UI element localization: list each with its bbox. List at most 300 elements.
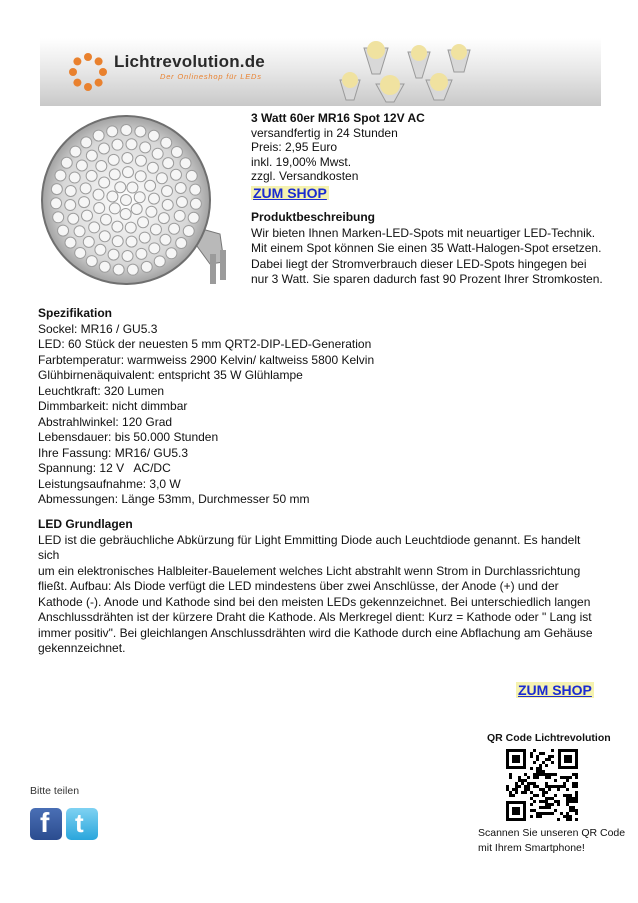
qr-module — [530, 809, 533, 812]
qr-caption — [478, 826, 625, 855]
led-dot — [150, 224, 161, 235]
qr-module — [524, 773, 527, 776]
led-dot — [136, 248, 147, 259]
led-dot — [171, 146, 182, 157]
led-dot — [162, 186, 173, 197]
led-dot — [121, 195, 132, 206]
led-dot — [175, 183, 186, 194]
qr-module — [575, 797, 578, 800]
description-line: nur 3 Watt. Sie sparen dadurch fast 90 Prozent Ihrer Stromkosten. — [251, 272, 603, 286]
led-dot — [51, 184, 62, 195]
twitter-glyph: t — [75, 808, 84, 838]
basics-line: immer positiv". Bei gleichlangen Anschlussdrähten wird die Kathode durch eine Abflachung am Gehäuse — [38, 625, 593, 640]
qr-module — [557, 818, 560, 821]
led-dot — [141, 261, 152, 272]
qr-caption-line: mit Ihrem Smartphone! — [478, 841, 585, 854]
led-dot — [127, 264, 138, 275]
tax-info: inkl. 19,00% Mwst. — [251, 154, 352, 169]
led-dot — [121, 125, 132, 136]
qr-module — [572, 785, 575, 788]
qr-module — [506, 788, 509, 791]
led-dot — [135, 126, 146, 137]
led-dot — [109, 203, 120, 214]
qr-module — [575, 794, 578, 797]
qr-module — [533, 761, 536, 764]
qr-module — [533, 782, 536, 785]
qr-module — [536, 812, 539, 815]
qr-module — [509, 773, 512, 776]
qr-module — [545, 800, 548, 803]
qr-label: QR Code Lichtrevolution — [487, 732, 611, 744]
led-dot — [74, 226, 85, 237]
qr-module — [563, 776, 566, 779]
led-dot — [53, 212, 64, 223]
qr-module — [533, 773, 536, 776]
qr-module — [545, 764, 548, 767]
qr-module — [548, 758, 551, 761]
led-dot — [138, 217, 149, 228]
qr-module — [545, 812, 548, 815]
qr-module — [566, 776, 569, 779]
qr-module — [542, 800, 545, 803]
basics-line: gekennzeichnet. — [38, 641, 126, 655]
qr-module — [563, 785, 566, 788]
qr-module — [575, 818, 578, 821]
led-dot — [75, 247, 86, 258]
qr-module — [554, 800, 557, 803]
qr-module — [527, 785, 530, 788]
qr-module — [557, 785, 560, 788]
qr-module — [572, 773, 575, 776]
led-dot — [51, 198, 62, 209]
qr-module — [569, 815, 572, 818]
qr-module — [548, 788, 551, 791]
led-dot — [93, 189, 104, 200]
qr-module — [539, 764, 542, 767]
qr-module — [509, 794, 512, 797]
qr-module — [566, 803, 569, 806]
led-dot — [160, 234, 171, 245]
qr-module — [548, 806, 551, 809]
qr-module — [530, 755, 533, 758]
led-dot — [94, 203, 105, 214]
led-dot — [79, 197, 90, 208]
qr-module — [557, 788, 560, 791]
basics-line: Kathode (-). Anode und Kathode sind bei den meisten LEDs gekennzeichnet. Bei unterschiedlich langen — [38, 594, 591, 609]
qr-module — [536, 755, 539, 758]
led-dot — [108, 154, 119, 165]
qr-module — [524, 788, 527, 791]
spec-line: Sockel: MR16 / GU5.3 — [38, 321, 158, 336]
qr-module — [560, 776, 563, 779]
qr-module — [536, 758, 539, 761]
qr-module — [563, 782, 566, 785]
qr-module — [563, 794, 566, 797]
shipping-cost: zzgl. Versandkosten — [251, 169, 359, 183]
led-dot — [170, 169, 181, 180]
spec-line: Dimmbarkeit: nicht dimmbar — [38, 399, 188, 413]
facebook-icon[interactable] — [30, 808, 62, 840]
qr-module — [551, 797, 554, 800]
led-dot — [152, 148, 163, 159]
banner-bulbs-image — [330, 40, 480, 104]
led-dot — [156, 173, 167, 184]
shop-link-footer[interactable]: ZUM SHOP — [518, 682, 592, 698]
spec-line: Ihre Fassung: MR16/ GU5.3 — [38, 445, 189, 460]
led-dot — [76, 160, 87, 171]
qr-module — [530, 767, 533, 770]
qr-module — [575, 776, 578, 779]
led-dot — [109, 169, 120, 180]
led-dot — [112, 139, 123, 150]
qr-module — [575, 782, 578, 785]
led-dot — [69, 172, 80, 183]
qr-module — [542, 788, 545, 791]
qr-module — [515, 791, 518, 794]
qr-caption-line: Scannen Sie unseren QR Code — [478, 827, 626, 839]
spec-line: Leuchtkraft: 320 Lumen — [38, 383, 165, 398]
led-dot — [96, 161, 107, 172]
led-dot — [131, 204, 142, 215]
led-dot — [107, 126, 118, 137]
qr-module — [575, 791, 578, 794]
qr-module — [539, 770, 542, 773]
led-dot — [61, 157, 72, 168]
qr-module — [524, 779, 527, 782]
product-title: 3 Watt 60er MR16 Spot 12V AC — [251, 111, 425, 125]
qr-module — [530, 797, 533, 800]
led-dot — [93, 130, 104, 141]
qr-module — [542, 773, 545, 776]
qr-module — [506, 785, 509, 788]
qr-module — [560, 785, 563, 788]
led-dot — [163, 158, 174, 169]
qr-module — [530, 815, 533, 818]
led-dot — [99, 261, 110, 272]
led-dot — [81, 210, 92, 221]
description-line: Mit einem Spot können Sie einen 35 Watt-Halogen-Spot ersetzen. — [251, 241, 602, 255]
led-dot — [99, 177, 110, 188]
qr-module — [539, 752, 542, 755]
qr-module — [566, 788, 569, 791]
led-dot — [70, 146, 81, 157]
qr-module — [545, 791, 548, 794]
led-dot — [186, 170, 197, 181]
qr-module — [542, 812, 545, 815]
led-dot — [112, 236, 123, 247]
spec-line: Lebensdauer: bis 50.000 Stunden — [38, 430, 219, 444]
qr-module — [545, 782, 548, 785]
qr-module — [548, 776, 551, 779]
led-dot — [139, 232, 150, 243]
led-dot — [135, 155, 146, 166]
qr-module — [566, 779, 569, 782]
share-label: Bitte teilen — [30, 785, 80, 797]
qr-module — [566, 812, 569, 815]
qr-module — [566, 818, 569, 821]
qr-module — [575, 812, 578, 815]
led-dot — [154, 256, 165, 267]
description-line: Dabei liegt der Stromverbrauch dieser LED-Spots hingegen bei — [251, 256, 587, 271]
qr-module — [536, 785, 539, 788]
qr-module — [515, 785, 518, 788]
led-dot — [169, 223, 180, 234]
led-dot — [176, 196, 187, 207]
led-basics — [38, 517, 603, 657]
qr-module — [533, 809, 536, 812]
led-dot — [125, 222, 136, 233]
qr-module — [575, 800, 578, 803]
qr-module — [530, 752, 533, 755]
spec-line: Glühbirnenäquivalent: entspricht 35 W Glühlampe — [38, 368, 303, 382]
basics-line: Anschlussdrähten ist der kürzere Draht die Kathode. Als Merkregel dient: Kurz = Kathode oder " Lang ist — [38, 610, 592, 624]
qr-module — [533, 749, 536, 752]
qr-module — [554, 794, 557, 797]
qr-module — [515, 782, 518, 785]
led-dot — [112, 221, 123, 232]
qr-module — [542, 761, 545, 764]
led-dot — [176, 238, 187, 249]
qr-module — [524, 791, 527, 794]
qr-module — [548, 812, 551, 815]
led-dot — [161, 137, 172, 148]
qr-module — [566, 800, 569, 803]
basics-line: fließt. Aufbau: Als Diode verfügt die LED mindestens über zwei Anschlüsse, der Anode (+) und der — [38, 579, 559, 593]
led-dot — [122, 250, 133, 261]
led-dot — [98, 143, 109, 154]
qr-module — [536, 794, 539, 797]
qr-module — [527, 782, 530, 785]
description-heading: Produktbeschreibung — [251, 210, 376, 224]
spec-heading: Spezifikation — [38, 306, 113, 320]
basics-line: um ein elektronisches Halbleiter-Bauelement welches Licht abstrahlt wenn Strom in Durchlassrichtung — [38, 563, 581, 578]
spec-line: LED: 60 Stück der neuesten 5 mm QRT2-DIP-LED-Generation — [38, 337, 372, 351]
qr-module — [539, 767, 542, 770]
facebook-glyph: f — [40, 807, 50, 838]
qr-module — [569, 818, 572, 821]
led-dot — [190, 198, 201, 209]
qr-module — [536, 815, 539, 818]
led-dot — [120, 208, 131, 219]
qr-module — [551, 785, 554, 788]
qr-module — [545, 797, 548, 800]
spec-line: Abstrahlwinkel: 120 Grad — [38, 414, 173, 429]
qr-module — [551, 773, 554, 776]
logo-text: Lichtrevolution.de — [114, 52, 265, 71]
qr-module — [527, 776, 530, 779]
qr-module — [572, 797, 575, 800]
qr-module — [515, 788, 518, 791]
qr-module — [521, 779, 524, 782]
logo-subtitle: Der Onlineshop für LEDs — [160, 72, 262, 81]
qr-module — [548, 773, 551, 776]
led-dot — [126, 139, 137, 150]
led-dot — [55, 170, 66, 181]
qr-module — [560, 812, 563, 815]
qr-module — [539, 812, 542, 815]
led-dot — [81, 137, 92, 148]
qr-module — [533, 800, 536, 803]
led-dot — [68, 213, 79, 224]
qr-module — [554, 785, 557, 788]
qr-module — [536, 767, 539, 770]
qr-module — [554, 773, 557, 776]
qr-module — [539, 788, 542, 791]
logo-icon — [68, 52, 108, 92]
qr-module — [545, 806, 548, 809]
qr-module — [569, 776, 572, 779]
led-dot — [180, 158, 191, 169]
led-dot — [122, 167, 133, 178]
qr-module — [554, 809, 557, 812]
qr-module — [545, 773, 548, 776]
qr-module — [542, 806, 545, 809]
led-dot — [122, 153, 133, 164]
qr-module — [548, 785, 551, 788]
qr-module — [527, 788, 530, 791]
led-dot — [108, 249, 119, 260]
qr-module — [548, 755, 551, 758]
qr-module — [563, 815, 566, 818]
qr-module — [545, 776, 548, 779]
spec-line: Leistungsaufnahme: 3,0 W — [38, 476, 181, 491]
spec-line: Spannung: 12 V AC/DC — [38, 461, 171, 475]
qr-module — [539, 806, 542, 809]
qr-module — [545, 758, 548, 761]
led-dot — [149, 243, 160, 254]
qr-module — [572, 809, 575, 812]
qr-module — [521, 791, 524, 794]
header-banner — [40, 38, 601, 106]
led-dot — [140, 142, 151, 153]
qr-module — [548, 803, 551, 806]
qr-module — [542, 752, 545, 755]
shipping-info: versandfertig in 24 Stunden — [251, 125, 398, 140]
qr-module — [521, 782, 524, 785]
led-dot — [99, 231, 110, 242]
qr-module — [572, 782, 575, 785]
qr-module — [548, 797, 551, 800]
qr-module — [533, 776, 536, 779]
qr-module — [551, 755, 554, 758]
qr-module — [545, 785, 548, 788]
led-dot — [127, 182, 138, 193]
qr-module — [551, 749, 554, 752]
qr-module — [569, 809, 572, 812]
led-dot — [65, 186, 76, 197]
qr-module — [575, 809, 578, 812]
led-dot — [86, 170, 97, 181]
qr-module — [530, 782, 533, 785]
qr-module — [542, 770, 545, 773]
qr-module — [575, 785, 578, 788]
qr-module — [557, 800, 560, 803]
qr-module — [530, 803, 533, 806]
led-dot — [166, 248, 177, 259]
qr-module — [530, 791, 533, 794]
qr-module — [551, 761, 554, 764]
qr-module — [533, 785, 536, 788]
qr-module — [536, 770, 539, 773]
led-dot — [58, 225, 69, 236]
qr-module — [551, 812, 554, 815]
qr-module — [569, 806, 572, 809]
qr-module — [539, 815, 542, 818]
led-dot — [115, 182, 126, 193]
led-dot — [80, 183, 91, 194]
qr-module — [554, 779, 557, 782]
qr-module — [518, 776, 521, 779]
qr-code[interactable] — [505, 748, 579, 822]
qr-module — [512, 794, 515, 797]
led-dot — [135, 171, 146, 182]
led-dot — [107, 191, 118, 202]
qr-module — [536, 773, 539, 776]
qr-module — [566, 794, 569, 797]
shop-link[interactable]: ZUM SHOP — [253, 184, 327, 201]
led-dot — [148, 130, 159, 141]
qr-module — [524, 785, 527, 788]
qr-module — [542, 791, 545, 794]
specification — [38, 306, 374, 508]
led-dot — [113, 264, 124, 275]
led-dot — [65, 200, 76, 211]
led-dot — [83, 236, 94, 247]
led-dot — [86, 150, 97, 161]
qr-module — [542, 794, 545, 797]
qr-module — [539, 773, 542, 776]
qr-module — [509, 791, 512, 794]
led-dot — [183, 226, 194, 237]
price: Preis: 2,95 Euro — [251, 140, 338, 154]
led-dot — [174, 210, 185, 221]
led-dot — [147, 162, 158, 173]
qr-module — [533, 794, 536, 797]
qr-module — [572, 806, 575, 809]
spec-line: Farbtemperatur: warmweiss 2900 Kelvin/ kaltweiss 5800 Kelvin — [38, 352, 375, 367]
qr-module — [509, 776, 512, 779]
led-dot — [134, 192, 145, 203]
led-dot — [95, 244, 106, 255]
led-dot — [162, 199, 173, 210]
led-dot — [145, 180, 156, 191]
qr-module — [569, 794, 572, 797]
description-line: Wir bieten Ihnen Marken-LED-Spots mit neuartiger LED-Technik. — [251, 225, 596, 240]
twitter-icon[interactable] — [66, 808, 98, 840]
led-dot — [188, 212, 199, 223]
qr-module — [539, 800, 542, 803]
led-dot — [190, 184, 201, 195]
qr-module — [518, 785, 521, 788]
qr-module — [569, 797, 572, 800]
product-image — [34, 114, 242, 292]
qr-module — [518, 779, 521, 782]
led-dot — [146, 206, 157, 217]
qr-module — [545, 803, 548, 806]
qr-module — [566, 797, 569, 800]
basics-line: LED ist die gebräuchliche Abkürzung für Light Emmitting Diode auch Leuchtdiode genannt. Es handelt sich — [38, 532, 581, 562]
product-description — [251, 210, 611, 288]
led-dot — [100, 214, 111, 225]
qr-module — [572, 800, 575, 803]
led-dot — [158, 213, 169, 224]
qr-module — [551, 803, 554, 806]
led-dot — [89, 222, 100, 233]
spec-line: Abmessungen: Länge 53mm, Durchmesser 50 mm — [38, 492, 310, 506]
led-dot — [65, 237, 76, 248]
qr-module — [575, 773, 578, 776]
product-info — [251, 111, 425, 201]
